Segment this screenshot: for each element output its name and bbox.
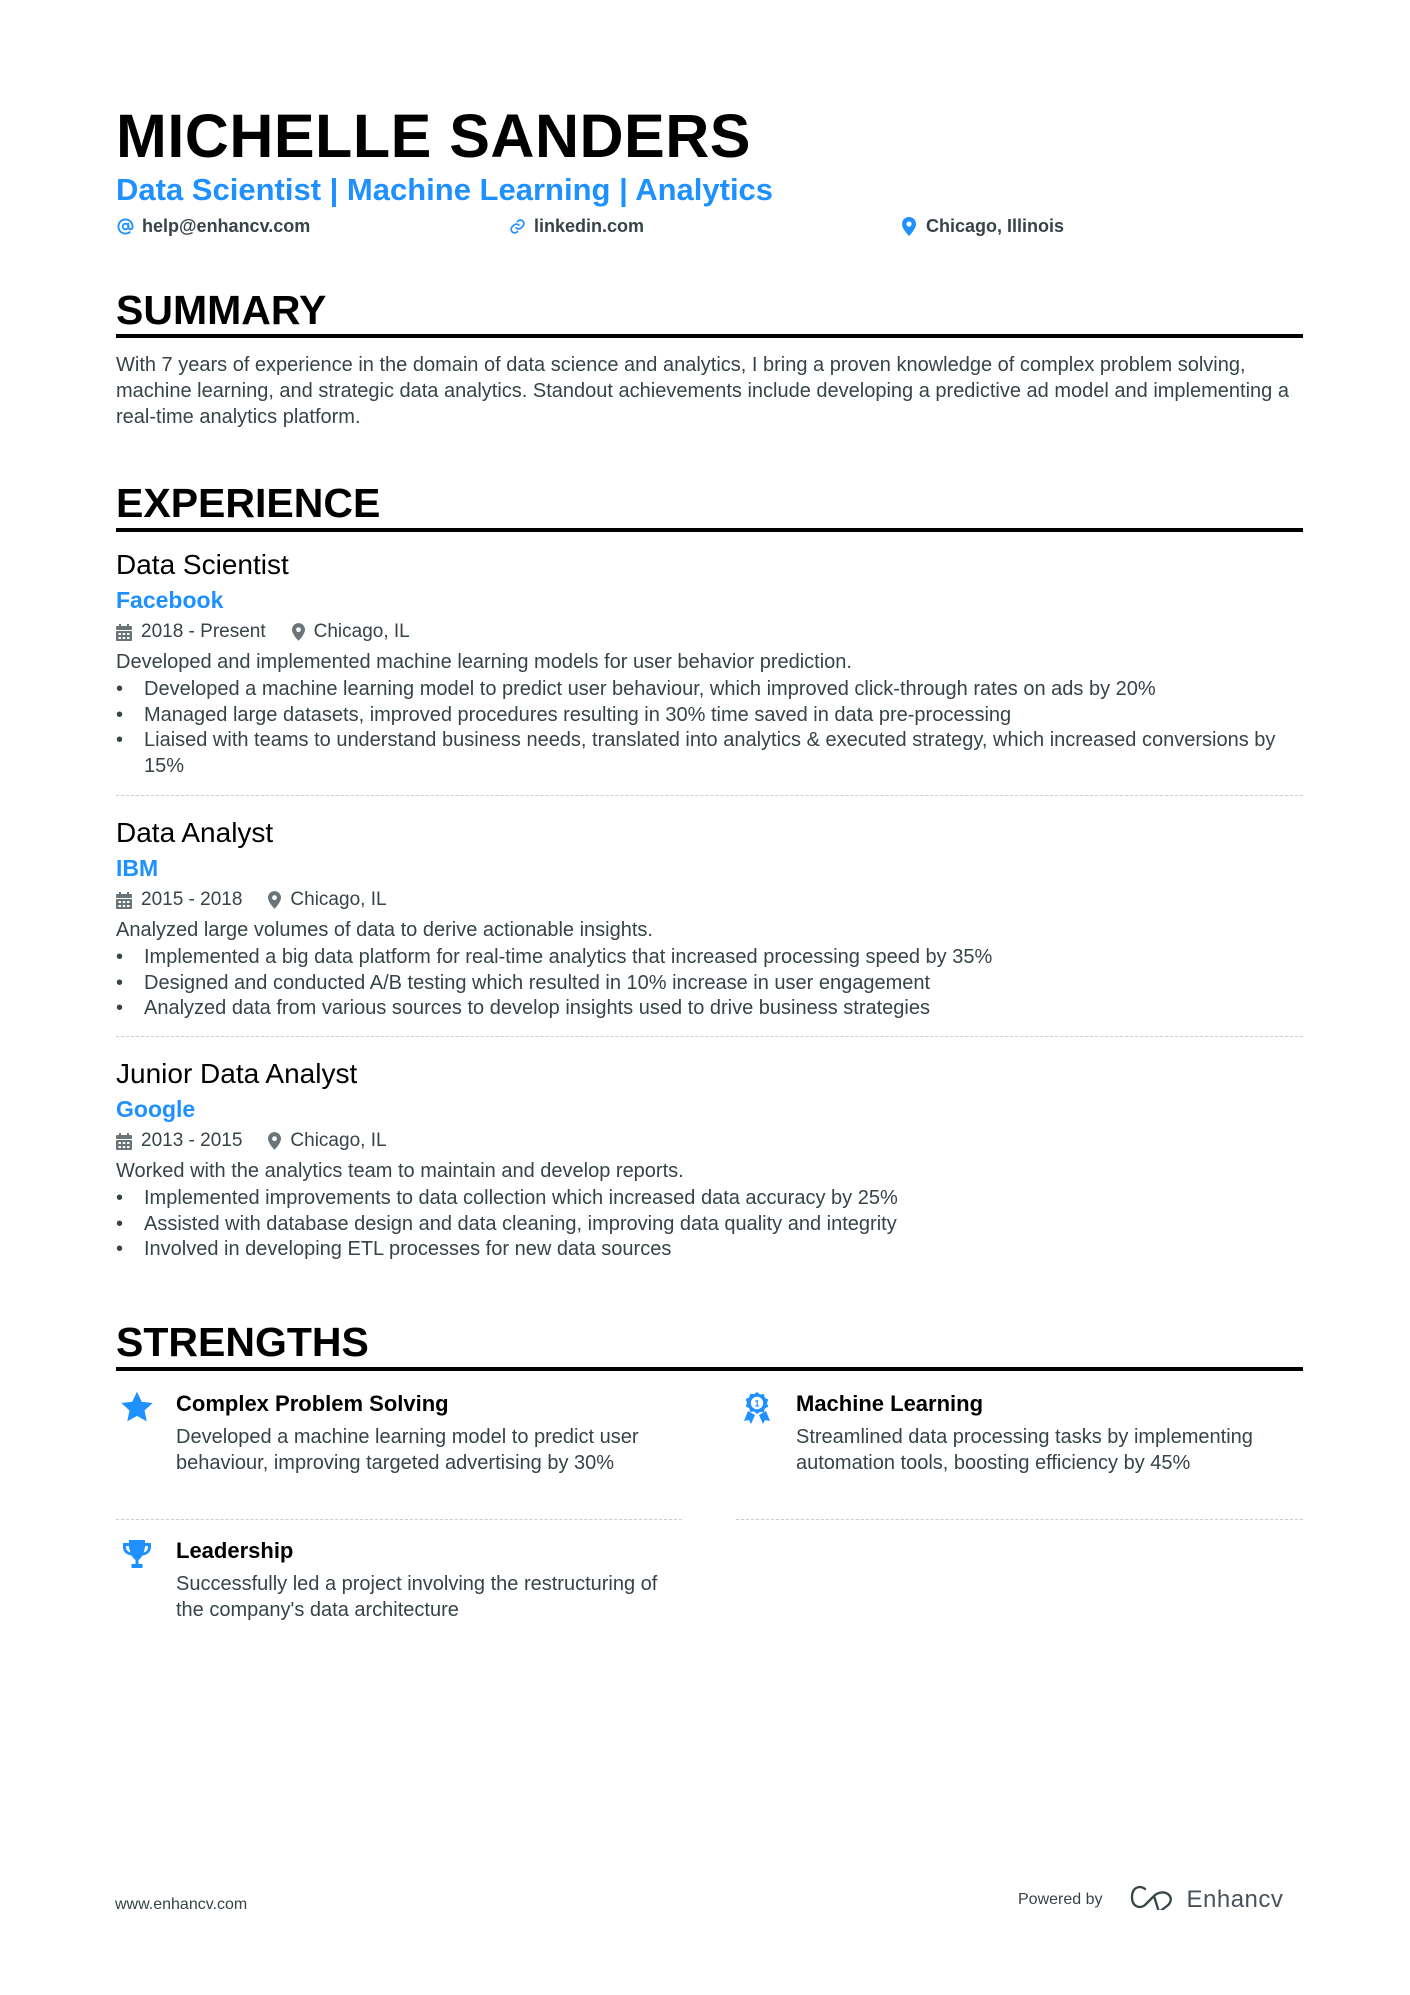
contact-email-text: help@enhancv.com xyxy=(142,216,311,236)
job-meta xyxy=(116,617,1303,647)
contact-bar xyxy=(116,216,1303,242)
strength-title: Machine Learning xyxy=(796,1391,984,1416)
svg-text:1: 1 xyxy=(754,1398,760,1409)
summary-heading: SUMMARY xyxy=(116,287,327,333)
strength-divider xyxy=(736,1519,1303,1520)
summary-divider xyxy=(116,334,1303,338)
job-company[interactable]: Facebook xyxy=(116,587,224,613)
location-pin-icon xyxy=(900,217,918,237)
job-dates xyxy=(116,617,266,647)
job-location-text: Chicago, IL xyxy=(313,621,410,642)
experience-entry xyxy=(116,1056,1303,1263)
strength-description: Developed a machine learning model to predict user behaviour, improving targeted advertising by 30% xyxy=(176,1426,639,1474)
job-location-text: Chicago, IL xyxy=(290,889,387,910)
job-dates-text: 2015 - 2018 xyxy=(141,889,243,910)
job-meta xyxy=(116,1126,1303,1156)
job-location-text: Chicago, IL xyxy=(290,1130,387,1151)
job-location xyxy=(268,1126,386,1156)
job-bullets xyxy=(116,945,1303,1022)
trophy-icon xyxy=(120,1538,154,1572)
enhancv-logo-icon xyxy=(1129,1884,1175,1915)
job-meta xyxy=(116,885,1303,915)
experience-divider xyxy=(116,528,1303,532)
experience-heading: EXPERIENCE xyxy=(116,480,381,526)
enhancv-brand-text[interactable]: Enhancv xyxy=(1186,1885,1284,1913)
experience-entry xyxy=(116,547,1303,779)
strength-description: Streamlined data processing tasks by implementing automation tools, boosting efficiency by 45% xyxy=(796,1426,1253,1474)
powered-by-text: Powered by xyxy=(1018,1890,1103,1908)
candidate-headline: Data Scientist | Machine Learning | Analytics xyxy=(116,172,774,207)
link-icon xyxy=(508,217,526,237)
contact-linkedin-text: linkedin.com xyxy=(534,216,645,236)
calendar-icon xyxy=(116,892,132,909)
entry-divider xyxy=(116,1036,1303,1037)
strengths-heading: STRENGTHS xyxy=(116,1319,369,1365)
job-bullet: • Analyzed data from various sources to develop insights used to drive business strategies xyxy=(116,997,930,1019)
job-title: Junior Data Analyst xyxy=(116,1058,358,1089)
summary-text: With 7 years of experience in the domain of data science and analytics, I bring a proven knowledge of complex problem solving, machine learning, and strategic data analytics. Standout achievements include developing a predictive ad model and implementing a real-time analytics platform. xyxy=(116,354,1289,428)
job-bullet: • Managed large datasets, improved procedures resulting in 30% time saved in data pre-processing xyxy=(116,703,1012,726)
job-bullet: • Liaised with teams to understand business needs, translated into analytics & executed strategy, which increased conversions by 15% xyxy=(116,729,1276,777)
job-bullets xyxy=(116,677,1303,779)
job-company[interactable]: Google xyxy=(116,1096,196,1122)
job-dates xyxy=(116,1126,242,1156)
entry-divider xyxy=(116,795,1303,796)
location-pin-icon xyxy=(268,891,281,909)
contact-linkedin[interactable] xyxy=(508,216,644,237)
contact-email[interactable] xyxy=(116,216,310,237)
job-dates-text: 2018 - Present xyxy=(141,621,266,642)
job-bullet: • Implemented improvements to data collection which increased data accuracy by 25% xyxy=(116,1187,898,1209)
job-bullet: • Assisted with database design and data cleaning, improving data quality and integrity xyxy=(116,1212,897,1235)
strengths-divider xyxy=(116,1367,1303,1371)
job-dates xyxy=(116,885,242,915)
at-icon xyxy=(116,217,134,237)
job-title: Data Scientist xyxy=(116,549,289,580)
strength-title: Leadership xyxy=(176,1538,294,1563)
job-description: Developed and implemented machine learning models for user behavior prediction. xyxy=(116,651,852,673)
calendar-icon xyxy=(116,624,132,641)
experience-entry xyxy=(116,815,1303,1022)
job-bullet: • Implemented a big data platform for real-time analytics that increased processing speed by 35% xyxy=(116,946,993,968)
star-icon xyxy=(120,1391,154,1425)
job-bullet: • Involved in developing ETL processes for new data sources xyxy=(116,1238,672,1260)
award-ribbon-icon xyxy=(740,1391,774,1425)
job-title: Data Analyst xyxy=(116,817,274,848)
contact-location-text: Chicago, Illinois xyxy=(926,216,1065,236)
location-pin-icon xyxy=(268,1132,281,1150)
strength-divider xyxy=(116,1519,682,1520)
strength-title: Complex Problem Solving xyxy=(176,1391,449,1416)
job-bullets xyxy=(116,1186,1303,1263)
location-pin-icon xyxy=(292,623,305,641)
job-location xyxy=(268,885,386,915)
job-bullet: • Designed and conducted A/B testing which resulted in 10% increase in user engagement xyxy=(116,971,931,994)
calendar-icon xyxy=(116,1133,132,1150)
footer-branding xyxy=(1018,1884,1283,1915)
job-dates-text: 2013 - 2015 xyxy=(141,1130,243,1151)
job-company[interactable]: IBM xyxy=(116,855,159,881)
job-bullet: • Developed a machine learning model to predict user behaviour, which improved click-through rates on ads by 20% xyxy=(116,678,1156,700)
job-location xyxy=(292,617,410,647)
contact-location xyxy=(900,216,1064,237)
job-description: Worked with the analytics team to maintain and develop reports. xyxy=(116,1160,684,1182)
strength-description: Successfully led a project involving the restructuring of the company's data architecture xyxy=(176,1573,658,1621)
job-description: Analyzed large volumes of data to derive actionable insights. xyxy=(116,919,653,941)
candidate-name: MICHELLE SANDERS xyxy=(116,102,751,170)
footer-website-link[interactable]: www.enhancv.com xyxy=(115,1896,248,1913)
